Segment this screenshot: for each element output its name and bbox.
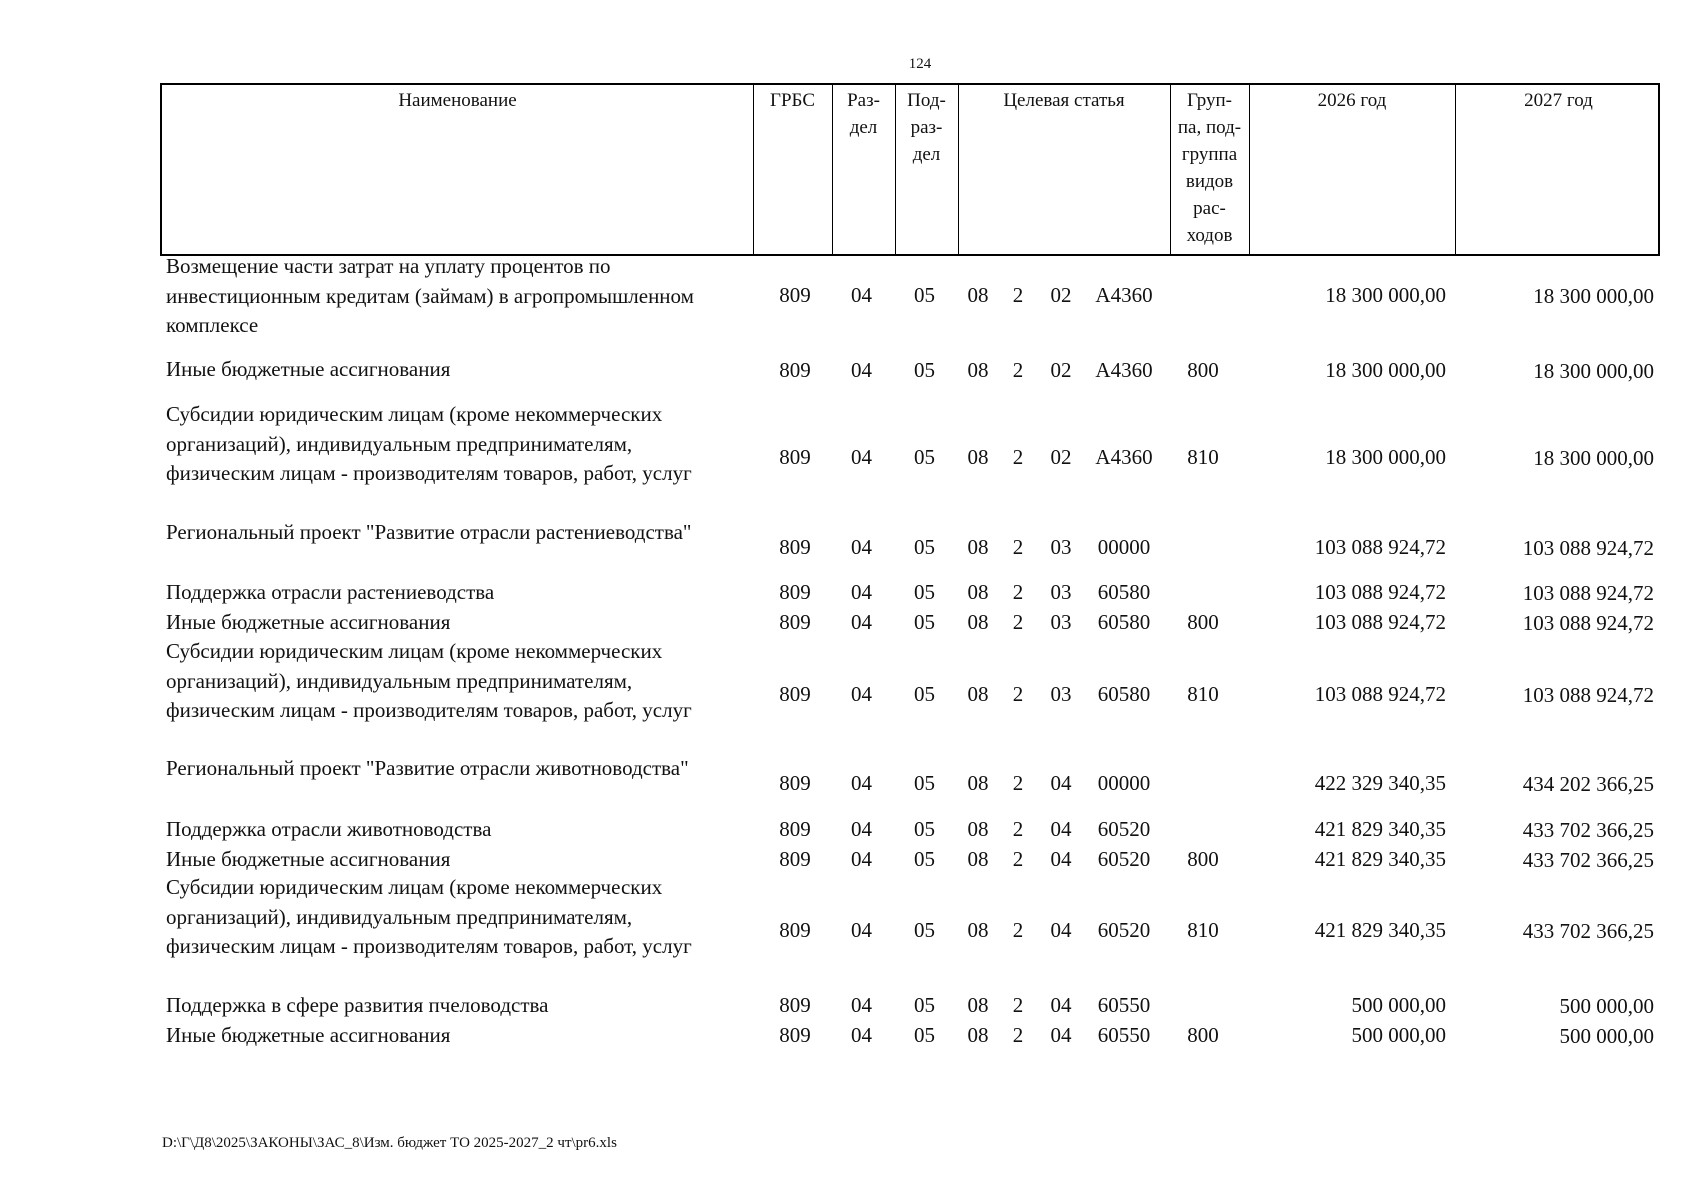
- cell-2027: 18 300 000,00: [1533, 445, 1654, 470]
- row-name: Иные бюджетные ассигнования: [166, 1023, 451, 1047]
- row-name: Иные бюджетные ассигнования: [166, 357, 451, 381]
- cell-cs3: 02: [1050, 358, 1072, 382]
- cell-2027: 103 088 924,72: [1522, 682, 1654, 707]
- cell-pr: 05: [914, 579, 935, 604]
- cell-cs1: 08: [967, 1022, 989, 1047]
- table-row: [0, 252, 1696, 342]
- row-name: Иные бюджетные ассигнования: [166, 847, 451, 871]
- cell-2026: 421 829 340,35: [1314, 816, 1446, 841]
- cell-grbs: 809: [779, 771, 811, 795]
- cell-pr: 05: [914, 535, 935, 559]
- row-name: Возмещение части затрат на уплату процентов по инвестиционным кредитам (займам) в агропромышленном комплексе: [166, 254, 694, 337]
- cell-2026: 421 829 340,35: [1314, 846, 1446, 871]
- cell-cs1: 08: [967, 358, 989, 382]
- cell-pr: 05: [914, 917, 935, 942]
- cell-cs2: 2: [1012, 358, 1024, 382]
- header-expense-group: Груп- па, под- группа видов рас- ходов: [1177, 90, 1242, 246]
- cell-pr: 05: [914, 816, 935, 841]
- cell-cs1: 08: [967, 444, 989, 469]
- cell-2026: 18 300 000,00: [1325, 358, 1446, 382]
- cell-cs3: 04: [1050, 846, 1072, 871]
- cell-2026: 103 088 924,72: [1314, 535, 1446, 559]
- cell-2026: 500 000,00: [1351, 1022, 1446, 1047]
- cell-cs4: А4360: [1095, 283, 1153, 307]
- cell-cs4: А4360: [1095, 358, 1153, 382]
- cell-cs2: 2: [1012, 816, 1024, 841]
- header-podrazdel: Под- раз- дел: [907, 90, 946, 165]
- cell-2027: 103 088 924,72: [1522, 536, 1654, 560]
- cell-cs3: 03: [1050, 579, 1072, 604]
- cell-grbs: 809: [779, 358, 811, 382]
- cell-2026: 421 829 340,35: [1314, 917, 1446, 942]
- cell-grbs: 809: [779, 1022, 811, 1047]
- cell-cs4: 60580: [1097, 579, 1151, 604]
- page-number: 124: [908, 56, 932, 72]
- row-name: Поддержка отрасли растениеводства: [166, 580, 495, 604]
- row-name: Субсидии юридическим лицам (кроме некоммерческих организаций), индивидуальным предпринимателям, физическим лицам - производителям товаров, работ, услуг: [166, 402, 692, 485]
- cell-rz: 04: [851, 283, 872, 307]
- cell-2026: 500 000,00: [1351, 992, 1446, 1017]
- cell-2027: 433 702 366,25: [1522, 918, 1654, 943]
- cell-cs4: 60520: [1097, 846, 1151, 871]
- cell-vr: 810: [1187, 681, 1219, 706]
- cell-pr: 05: [914, 992, 935, 1017]
- header-2027: 2027 год: [1524, 90, 1593, 111]
- cell-cs4: 60520: [1097, 917, 1151, 942]
- cell-cs2: 2: [1012, 579, 1024, 604]
- cell-cs1: 08: [967, 816, 989, 841]
- row-name: Поддержка отрасли животноводства: [166, 817, 492, 841]
- cell-2026: 103 088 924,72: [1314, 579, 1446, 604]
- cell-cs1: 08: [967, 609, 989, 634]
- table-row: [0, 355, 1696, 389]
- table-row: [0, 578, 1696, 609]
- cell-vr: 800: [1187, 358, 1219, 382]
- cell-cs4: 00000: [1097, 535, 1151, 559]
- table-row: [0, 815, 1696, 846]
- footer-file-path: D:\Г\Д8\2025\ЗАКОНЫ\ЗАС_8\Изм. бюджет ТО 2025-2027_2 чт\pr6.xls: [162, 1135, 617, 1151]
- cell-cs3: 04: [1050, 816, 1072, 841]
- cell-rz: 04: [851, 681, 872, 706]
- cell-rz: 04: [851, 816, 872, 841]
- cell-grbs: 809: [779, 846, 811, 871]
- cell-2027: 103 088 924,72: [1522, 580, 1654, 605]
- row-name: Субсидии юридическим лицам (кроме некоммерческих организаций), индивидуальным предпринимателям, физическим лицам - производителям товаров, работ, услуг: [166, 639, 692, 722]
- cell-cs2: 2: [1012, 846, 1024, 871]
- cell-rz: 04: [851, 358, 872, 382]
- cell-2027: 433 702 366,25: [1522, 817, 1654, 842]
- cell-vr: 810: [1187, 444, 1219, 469]
- header-target-article: Целевая статья: [1003, 90, 1125, 111]
- row-name: Иные бюджетные ассигнования: [166, 610, 451, 634]
- cell-cs1: 08: [967, 771, 989, 795]
- cell-cs1: 08: [967, 283, 989, 307]
- cell-grbs: 809: [779, 579, 811, 604]
- table-row: [0, 754, 1696, 816]
- cell-cs3: 03: [1050, 535, 1072, 559]
- cell-cs2: 2: [1012, 992, 1024, 1017]
- table-row: [0, 518, 1696, 580]
- cell-2026: 103 088 924,72: [1314, 609, 1446, 634]
- cell-cs2: 2: [1012, 444, 1024, 469]
- cell-cs3: 03: [1050, 681, 1072, 706]
- cell-cs1: 08: [967, 846, 989, 871]
- cell-cs4: 00000: [1097, 771, 1151, 795]
- cell-cs4: 60520: [1097, 816, 1151, 841]
- cell-grbs: 809: [779, 283, 811, 307]
- header-grbs: ГРБС: [769, 90, 815, 111]
- cell-2026: 103 088 924,72: [1314, 681, 1446, 706]
- cell-grbs: 809: [779, 609, 811, 634]
- cell-cs2: 2: [1012, 681, 1024, 706]
- row-name: Поддержка в сфере развития пчеловодства: [166, 993, 549, 1017]
- cell-rz: 04: [851, 917, 872, 942]
- cell-vr: 810: [1187, 917, 1219, 942]
- cell-grbs: 809: [779, 917, 811, 942]
- cell-grbs: 809: [779, 444, 811, 469]
- cell-cs4: 60580: [1097, 609, 1151, 634]
- cell-cs1: 08: [967, 579, 989, 604]
- cell-pr: 05: [914, 283, 935, 307]
- cell-2027: 434 202 366,25: [1522, 772, 1654, 796]
- cell-cs4: 60550: [1097, 992, 1151, 1017]
- cell-rz: 04: [851, 444, 872, 469]
- header-razdel: Раз- дел: [847, 90, 880, 138]
- cell-vr: 800: [1187, 609, 1219, 634]
- cell-2027: 18 300 000,00: [1533, 284, 1654, 308]
- cell-rz: 04: [851, 1022, 872, 1047]
- table-header: [160, 83, 1660, 256]
- cell-2027: 500 000,00: [1559, 1023, 1654, 1048]
- cell-cs3: 03: [1050, 609, 1072, 634]
- cell-grbs: 809: [779, 992, 811, 1017]
- header-name: Наименование: [398, 90, 517, 111]
- table-row: [0, 991, 1696, 1022]
- cell-grbs: 809: [779, 681, 811, 706]
- cell-cs1: 08: [967, 535, 989, 559]
- cell-pr: 05: [914, 358, 935, 382]
- cell-rz: 04: [851, 535, 872, 559]
- cell-cs1: 08: [967, 992, 989, 1017]
- table-row: [0, 845, 1696, 876]
- table-row: [0, 400, 1696, 517]
- cell-cs2: 2: [1012, 771, 1024, 795]
- table-row: [0, 637, 1696, 754]
- row-name: Региональный проект "Развитие отрасли животноводства": [166, 756, 689, 780]
- cell-pr: 05: [914, 846, 935, 871]
- cell-vr: 800: [1187, 846, 1219, 871]
- cell-2027: 103 088 924,72: [1522, 610, 1654, 635]
- cell-rz: 04: [851, 846, 872, 871]
- cell-cs2: 2: [1012, 1022, 1024, 1047]
- cell-cs2: 2: [1012, 609, 1024, 634]
- cell-pr: 05: [914, 609, 935, 634]
- cell-2026: 422 329 340,35: [1314, 771, 1446, 795]
- cell-2027: 500 000,00: [1559, 993, 1654, 1018]
- cell-pr: 05: [914, 444, 935, 469]
- cell-cs2: 2: [1012, 917, 1024, 942]
- cell-cs4: А4360: [1095, 444, 1153, 469]
- cell-cs3: 04: [1050, 992, 1072, 1017]
- table-row: [0, 873, 1696, 990]
- cell-2026: 18 300 000,00: [1325, 283, 1446, 307]
- cell-cs4: 60580: [1097, 681, 1151, 706]
- row-name: Субсидии юридическим лицам (кроме некоммерческих организаций), индивидуальным предпринимателям, физическим лицам - производителям товаров, работ, услуг: [166, 875, 692, 958]
- row-name: Региональный проект "Развитие отрасли растениеводства": [166, 520, 692, 544]
- cell-2027: 18 300 000,00: [1533, 359, 1654, 383]
- cell-cs1: 08: [967, 681, 989, 706]
- cell-rz: 04: [851, 609, 872, 634]
- cell-cs1: 08: [967, 917, 989, 942]
- cell-2027: 433 702 366,25: [1522, 847, 1654, 872]
- cell-cs3: 04: [1050, 917, 1072, 942]
- cell-pr: 05: [914, 1022, 935, 1047]
- cell-grbs: 809: [779, 535, 811, 559]
- cell-rz: 04: [851, 992, 872, 1017]
- table-row: [0, 1021, 1696, 1052]
- table-row: [0, 608, 1696, 639]
- cell-rz: 04: [851, 579, 872, 604]
- cell-rz: 04: [851, 771, 872, 795]
- cell-cs3: 04: [1050, 771, 1072, 795]
- cell-pr: 05: [914, 681, 935, 706]
- cell-2026: 18 300 000,00: [1325, 444, 1446, 469]
- cell-cs3: 04: [1050, 1022, 1072, 1047]
- cell-grbs: 809: [779, 816, 811, 841]
- cell-pr: 05: [914, 771, 935, 795]
- cell-cs2: 2: [1012, 283, 1024, 307]
- cell-cs4: 60550: [1097, 1022, 1151, 1047]
- cell-cs2: 2: [1012, 535, 1024, 559]
- cell-cs3: 02: [1050, 283, 1072, 307]
- cell-vr: 800: [1187, 1022, 1219, 1047]
- header-2026: 2026 год: [1317, 90, 1387, 111]
- cell-cs3: 02: [1050, 444, 1072, 469]
